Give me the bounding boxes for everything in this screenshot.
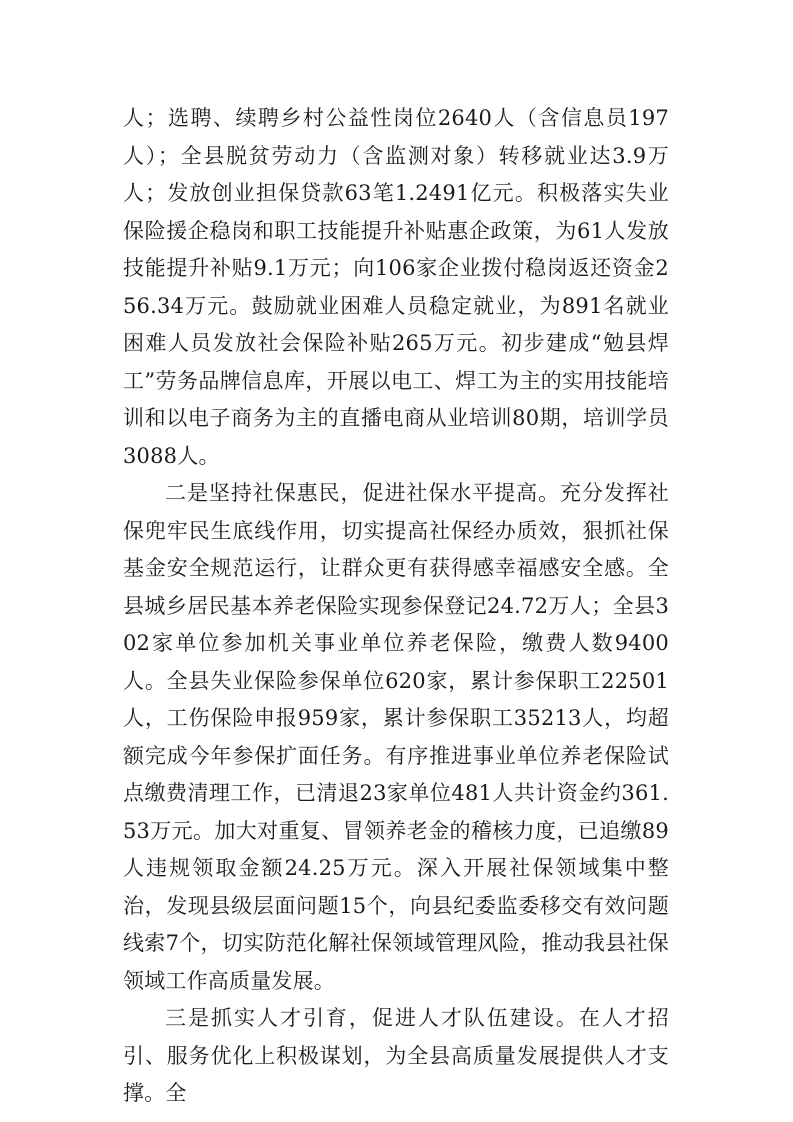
paragraph-talent-cultivation: 三是抓实人才引育，促进人才队伍建设。在人才招引、服务优化上积极谋划，为全县高质量发展提供人才支撑。全 [123,1006,669,1105]
paragraph-social-security: 二是坚持社保惠民，促进社保水平提高。充分发挥社保兜牢民生底线作用，切实提高社保经办质效，狠抓社保基金安全规范运行，让群众更有获得感幸福感安全感。全县城乡居民基本养老保险实现参保登记24.72万人；全县302家单位参加机关事业单位养老保险，缴费人数9400人。全县失业保险参保单位620家，累计参保职工22501人，工伤保险申报959家，累计参保职工35213人，均超额完成今年参保扩面任务。有序推进事业单位养老保险试点缴费清理工作，已清退23家单位481人共计资金约361.53万元。加大对重复、冒领养老金的稽核力度，已追缴89人违规领取金额24.25万元。深入开展社保领域集中整治，发现县级层面问题15个，向县纪委监委移交有效问题线索7个，切实防范化解社保领域管理风险，推动我县社保领域工作高质量发展。 [123,481,669,993]
paragraph-employment-continued: 人；选聘、续聘乡村公益性岗位2640人（含信息员197人）；全县脱贫劳动力（含监测对象）转移就业达3.9万人；发放创业担保贷款63笔1.2491亿元。积极落实失业保险援企稳岗和职工技能提升补贴惠企政策，为61人发放技能提升补贴9.1万元；向106家企业拨付稳岗返还资金256.34万元。鼓励就业困难人员稳定就业，为891名就业困难人员发放社会保险补贴265万元。初步建成“勉县焊工”劳务品牌信息库，开展以电工、焊工为主的实用技能培训和以电子商务为主的直播电商从业培训80期，培训学员3088人。 [123,106,669,468]
document-body [123,100,669,1113]
